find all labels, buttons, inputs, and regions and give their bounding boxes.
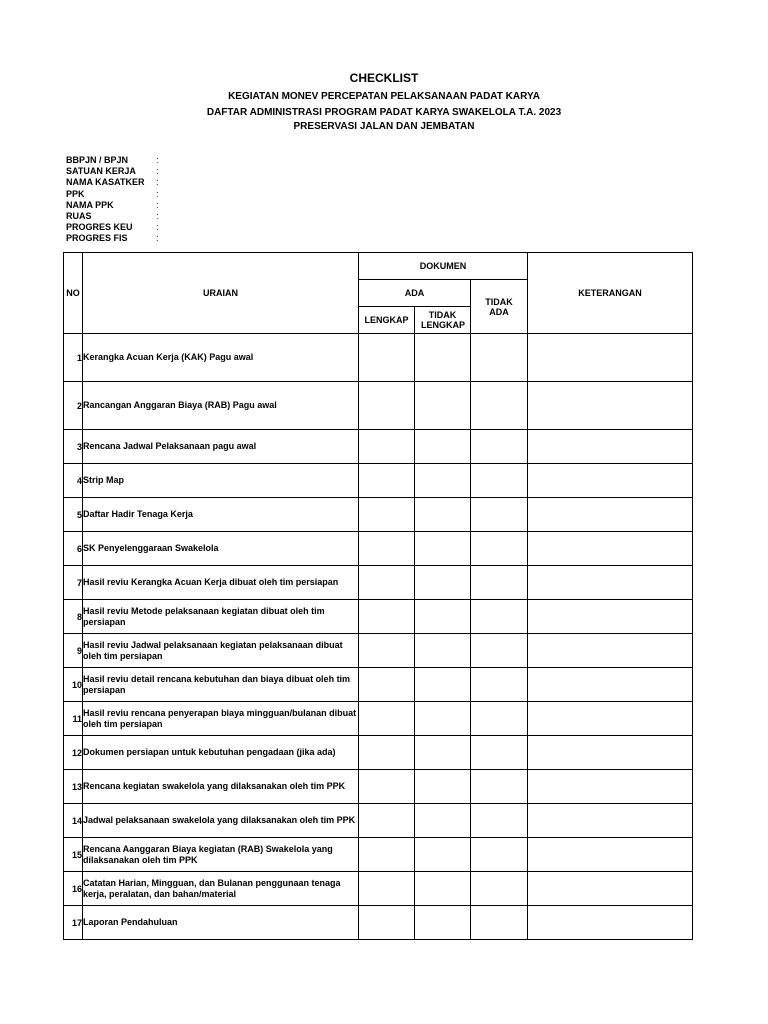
header-lengkap: LENGKAP [359, 307, 415, 334]
tidak-lengkap-cell[interactable] [415, 872, 471, 906]
tidak-ada-cell[interactable] [471, 804, 528, 838]
info-label: NAMA PPK [66, 199, 114, 210]
tidak-lengkap-cell[interactable] [415, 770, 471, 804]
table-row [64, 532, 693, 566]
lengkap-cell[interactable] [359, 464, 415, 498]
row-number: 12 [64, 736, 83, 770]
tidak-ada-cell[interactable] [471, 532, 528, 566]
lengkap-cell[interactable] [359, 804, 415, 838]
keterangan-cell[interactable] [528, 382, 693, 430]
tidak-lengkap-cell[interactable] [415, 804, 471, 838]
document-subtitle-3: PRESERVASI JALAN DAN JEMBATAN [293, 121, 475, 132]
info-colon: : [156, 210, 159, 221]
info-row [66, 177, 168, 188]
table-row [64, 872, 693, 906]
tidak-ada-cell[interactable] [471, 430, 528, 464]
tidak-ada-cell[interactable] [471, 770, 528, 804]
tidak-lengkap-cell[interactable] [415, 906, 471, 940]
keterangan-cell[interactable] [528, 634, 693, 668]
row-uraian: Hasil reviu Kerangka Acuan Kerja dibuat oleh tim persiapan [83, 566, 359, 600]
table-row [64, 566, 693, 600]
lengkap-cell[interactable] [359, 382, 415, 430]
row-number: 17 [64, 906, 83, 940]
row-uraian: Rancangan Anggaran Biaya (RAB) Pagu awal [83, 382, 359, 430]
header-uraian: URAIAN [83, 253, 359, 334]
tidak-lengkap-cell[interactable] [415, 838, 471, 872]
keterangan-cell[interactable] [528, 838, 693, 872]
tidak-lengkap-cell[interactable] [415, 464, 471, 498]
keterangan-cell[interactable] [528, 872, 693, 906]
header-tidak-ada: TIDAK ADA [471, 280, 528, 334]
table-row [64, 498, 693, 532]
row-uraian: Hasil reviu Jadwal pelaksanaan kegiatan pelaksanaan dibuat oleh tim persiapan [83, 634, 359, 668]
row-number: 5 [64, 498, 83, 532]
info-block [66, 155, 168, 245]
info-label: BBPJN / BPJN [66, 155, 129, 165]
lengkap-cell[interactable] [359, 736, 415, 770]
info-label: PROGRES FIS [66, 233, 128, 244]
tidak-lengkap-cell[interactable] [415, 498, 471, 532]
keterangan-cell[interactable] [528, 804, 693, 838]
keterangan-cell[interactable] [528, 906, 693, 940]
row-uraian: Rencana Jadwal Pelaksanaan pagu awal [83, 430, 359, 464]
keterangan-cell[interactable] [528, 600, 693, 634]
lengkap-cell[interactable] [359, 334, 415, 382]
tidak-ada-cell[interactable] [471, 334, 528, 382]
lengkap-cell[interactable] [359, 872, 415, 906]
info-colon: : [156, 199, 159, 210]
table-row [64, 668, 693, 702]
tidak-lengkap-cell[interactable] [415, 600, 471, 634]
tidak-ada-cell[interactable] [471, 668, 528, 702]
row-number: 1 [64, 334, 83, 382]
info-label: SATUAN KERJA [66, 166, 136, 177]
row-uraian: Hasil reviu Metode pelaksanaan kegiatan dibuat oleh tim persiapan [83, 600, 359, 634]
tidak-ada-cell[interactable] [471, 634, 528, 668]
keterangan-cell[interactable] [528, 532, 693, 566]
table-row [64, 464, 693, 498]
tidak-lengkap-cell[interactable] [415, 334, 471, 382]
row-number: 7 [64, 566, 83, 600]
row-number: 16 [64, 872, 83, 906]
lengkap-cell[interactable] [359, 430, 415, 464]
info-row [66, 166, 168, 177]
lengkap-cell[interactable] [359, 600, 415, 634]
lengkap-cell[interactable] [359, 770, 415, 804]
info-colon: : [156, 155, 159, 165]
lengkap-cell[interactable] [359, 498, 415, 532]
table-row [64, 804, 693, 838]
header-ada: ADA [359, 280, 471, 307]
row-uraian: Laporan Pendahuluan [83, 906, 359, 940]
keterangan-cell[interactable] [528, 464, 693, 498]
row-uraian: SK Penyelenggaraan Swakelola [83, 532, 359, 566]
keterangan-cell[interactable] [528, 566, 693, 600]
lengkap-cell[interactable] [359, 906, 415, 940]
info-label: PROGRES KEU [66, 222, 133, 233]
row-number: 13 [64, 770, 83, 804]
row-uraian: Strip Map [83, 464, 359, 498]
info-row [66, 222, 168, 233]
tidak-lengkap-cell[interactable] [415, 668, 471, 702]
row-uraian: Hasil reviu rencana penyerapan biaya mingguan/bulanan dibuat oleh tim persiapan [83, 702, 359, 736]
tidak-ada-cell[interactable] [471, 736, 528, 770]
row-number: 8 [64, 600, 83, 634]
table-row [64, 770, 693, 804]
row-uraian: Dokumen persiapan untuk kebutuhan pengadaan (jika ada) [83, 736, 359, 770]
keterangan-cell[interactable] [528, 736, 693, 770]
lengkap-cell[interactable] [359, 838, 415, 872]
info-label: RUAS [66, 210, 92, 221]
tidak-ada-cell[interactable] [471, 464, 528, 498]
table-row [64, 430, 693, 464]
info-row [66, 200, 168, 211]
header-dokumen: DOKUMEN [359, 253, 528, 280]
document-subtitle-1: KEGIATAN MONEV PERCEPATAN PELAKSANAAN PADAT KARYA [228, 91, 540, 102]
header-no: NO [64, 253, 83, 334]
table-row [64, 906, 693, 940]
keterangan-cell[interactable] [528, 334, 693, 382]
table-row [64, 702, 693, 736]
tidak-lengkap-cell[interactable] [415, 634, 471, 668]
tidak-ada-cell[interactable] [471, 906, 528, 940]
row-number: 14 [64, 804, 83, 838]
row-uraian: Jadwal pelaksanaan swakelola yang dilaksanakan oleh tim PPK [83, 804, 359, 838]
row-number: 11 [64, 702, 83, 736]
tidak-lengkap-cell[interactable] [415, 702, 471, 736]
header-keterangan: KETERANGAN [528, 253, 693, 334]
info-row [66, 155, 168, 166]
row-number: 3 [64, 430, 83, 464]
row-uraian: Daftar Hadir Tenaga Kerja [83, 498, 359, 532]
keterangan-cell[interactable] [528, 430, 693, 464]
keterangan-cell[interactable] [528, 770, 693, 804]
tidak-ada-cell[interactable] [471, 498, 528, 532]
table-row [64, 600, 693, 634]
row-number: 6 [64, 532, 83, 566]
lengkap-cell[interactable] [359, 702, 415, 736]
row-uraian: Rencana kegiatan swakelola yang dilaksanakan oleh tim PPK [83, 770, 359, 804]
info-row [66, 233, 168, 244]
info-colon: : [156, 233, 159, 244]
tidak-ada-cell[interactable] [471, 382, 528, 430]
tidak-ada-cell[interactable] [471, 872, 528, 906]
row-number: 9 [64, 634, 83, 668]
row-uraian: Rencana Aanggaran Biaya kegiatan (RAB) Swakelola yang dilaksanakan oleh tim PPK [83, 838, 359, 872]
tidak-lengkap-cell[interactable] [415, 382, 471, 430]
table-row [64, 838, 693, 872]
tidak-lengkap-cell[interactable] [415, 736, 471, 770]
info-colon: : [156, 177, 159, 188]
tidak-ada-cell[interactable] [471, 838, 528, 872]
info-colon: : [156, 222, 159, 233]
info-colon: : [156, 166, 159, 177]
table-row [64, 634, 693, 668]
tidak-ada-cell[interactable] [471, 566, 528, 600]
info-row [66, 189, 168, 200]
tidak-lengkap-cell[interactable] [415, 566, 471, 600]
row-number: 10 [64, 668, 83, 702]
lengkap-cell[interactable] [359, 566, 415, 600]
info-row [66, 211, 168, 222]
table-row [64, 334, 693, 382]
row-uraian: Hasil reviu detail rencana kebutuhan dan biaya dibuat oleh tim persiapan [83, 668, 359, 702]
row-uraian: Kerangka Acuan Kerja (KAK) Pagu awal [83, 334, 359, 382]
info-label: PPK [66, 188, 85, 199]
tidak-lengkap-cell[interactable] [415, 532, 471, 566]
table-row [64, 382, 693, 430]
info-colon: : [156, 188, 159, 199]
info-label: NAMA KASATKER [66, 177, 145, 188]
lengkap-cell[interactable] [359, 668, 415, 702]
checklist-table [63, 252, 693, 940]
tidak-lengkap-cell[interactable] [415, 430, 471, 464]
keterangan-cell[interactable] [528, 498, 693, 532]
lengkap-cell[interactable] [359, 634, 415, 668]
tidak-ada-cell[interactable] [471, 702, 528, 736]
row-number: 2 [64, 382, 83, 430]
header-tidak-lengkap: TIDAK LENGKAP [415, 307, 471, 334]
lengkap-cell[interactable] [359, 532, 415, 566]
keterangan-cell[interactable] [528, 702, 693, 736]
keterangan-cell[interactable] [528, 668, 693, 702]
row-number: 4 [64, 464, 83, 498]
row-number: 15 [64, 838, 83, 872]
checklist-title: CHECKLIST [349, 71, 419, 85]
tidak-ada-cell[interactable] [471, 600, 528, 634]
table-row [64, 736, 693, 770]
document-subtitle-2: DAFTAR ADMINISTRASI PROGRAM PADAT KARYA SWAKELOLA T.A. 2023 [206, 107, 562, 118]
row-uraian: Catatan Harian, Mingguan, dan Bulanan penggunaan tenaga kerja, peralatan, dan bahan/material [83, 872, 359, 906]
